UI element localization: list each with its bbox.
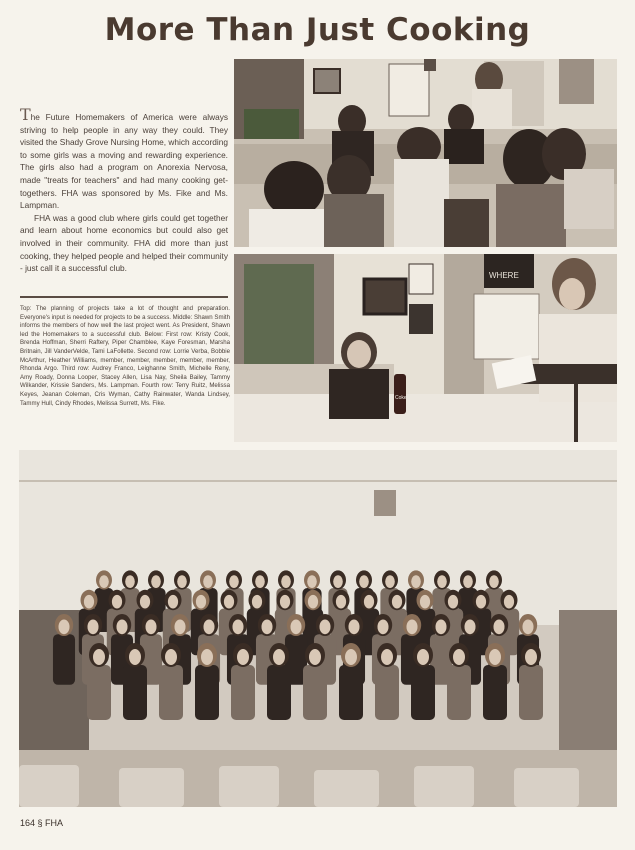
group-member-face [411,575,421,588]
story-paragraph-2: FHA was a good club where girls could get together and learn about home economics but could also get involved in their community. FHA did more than just cooking, they helped people and helped their community - just call it a successful club. [20,212,228,274]
page-title: More Than Just Cooking [104,12,531,48]
group-member-body [159,665,183,720]
group-member-face [345,649,357,665]
group-member-face [174,619,185,634]
group-member-face [448,595,458,609]
group-member-face [385,575,395,588]
poster-text: WHERE [489,271,519,280]
group-member-face [93,649,105,665]
group-member-face [308,595,318,609]
group-member-face [203,619,214,634]
group-member-face [261,619,272,634]
story-paragraph-1-body: he Future Homemakers of America were always striving to help people in any way they could. They visited the Shady Grove Nursing Home, which according to some girls was a moving and rewarding experience. The girls also had a program on Anorexia Nervosa, made "treats for teachers" and had many cooking get-togethers. FHA was sponsored by Ms. Fike and Ms. Lampman. [20,112,228,211]
group-member-body [267,665,291,720]
story-paragraph-1 [20,105,228,212]
photo-president-speaking-icon [234,254,617,442]
middle-photo [234,254,617,442]
group-member-face [116,619,127,634]
group-member-face [177,575,187,588]
group-member-face [493,619,504,634]
group-member-face [504,595,514,609]
photo-classroom-meeting-icon [234,59,617,247]
group-member-face [525,649,537,665]
photo-caption: Top: The planning of projects take a lot of thought and preparation. Everyone's input is needed for projects to be a success. Middle: Shawn Smith informs the members of how well the last project went. As President, Shawn led the Homemakers to a successful club. Below: First row: Kristy Cook, Brenda Hoffman, Sherri Raftery, Piper Chamblee, Kaye Foresman, Marsha Britnain, Jill VanderVelde, Tami LaFollette. Second row: Lorrie Verba, Bobbie McArthur, Heather Williams, member, member, member, member, member, Rhonda Argo. Third row: Audrey Franco, Leighanne Smith, Michelle Reny, Amy Roady, Donna Looper, Stacey Allen, Lisa Nay, Sheila Bailey, Tammy Wilkander, Krissie Sanders, Ms. Lampman. Fourth row: Terry Ruitz, Melissa Keyes, Jeanan Coleman, Cris Wyman, Cathy Rainwater, Wanda Lindsey, Tammy Hull, Cindy Rhodes, Melissa Surrett, Ms. Fike. [20,305,230,407]
caption-divider [20,296,228,298]
drop-cap: T [20,105,31,124]
group-member-face [140,595,150,609]
group-member-face [237,649,249,665]
group-photo [19,450,617,807]
group-member-face [151,575,161,588]
group-member-face [112,595,122,609]
group-member-body [87,665,111,720]
group-member-face [522,619,533,634]
group-member-face [255,575,265,588]
group-member-face [420,595,430,609]
group-member-body [123,665,147,720]
group-member-face [463,575,473,588]
group-member-face [417,649,429,665]
group-member-face [309,649,321,665]
can-label: Coke [395,395,407,401]
group-member-face [252,595,262,609]
group-member-face [333,575,343,588]
group-member-body [447,665,471,720]
story-text [20,105,228,275]
group-member-face [476,595,486,609]
group-member-face [224,595,234,609]
group-member-face [87,619,98,634]
group-member-face [232,619,243,634]
group-member-face [99,575,109,588]
group-member-face [168,595,178,609]
group-member-body [519,665,543,720]
group-member-face [464,619,475,634]
group-member-body [375,665,399,720]
group-member-face [348,619,359,634]
group-member-face [145,619,156,634]
group-member-face [58,619,69,634]
group-member-face [203,575,213,588]
group-member-face [381,649,393,665]
group-member-face [125,575,135,588]
group-member-face [489,575,499,588]
group-member-face [377,619,388,634]
group-member-body [195,665,219,720]
group-member-face [307,575,317,588]
group-member-body [53,634,75,685]
group-member-face [229,575,239,588]
group-member-face [336,595,346,609]
group-member-body [411,665,435,720]
group-member-face [165,649,177,665]
group-member-face [437,575,447,588]
group-member-face [392,595,402,609]
group-member-face [280,595,290,609]
group-member-body [231,665,255,720]
group-member-face [364,595,374,609]
group-member-face [290,619,301,634]
group-member-face [435,619,446,634]
top-photo [234,59,617,247]
page-folio: 164 § FHA [20,818,64,828]
group-member-face [281,575,291,588]
photo-group-portrait-icon [19,450,617,807]
group-member-face [406,619,417,634]
group-member-face [84,595,94,609]
group-member-face [201,649,213,665]
group-member-face [129,649,141,665]
group-member-body [483,665,507,720]
group-member-body [303,665,327,720]
group-member-face [359,575,369,588]
group-member-body [339,665,363,720]
group-member-face [489,649,501,665]
group-member-face [273,649,285,665]
group-member-face [319,619,330,634]
group-member-face [196,595,206,609]
group-member-face [453,649,465,665]
